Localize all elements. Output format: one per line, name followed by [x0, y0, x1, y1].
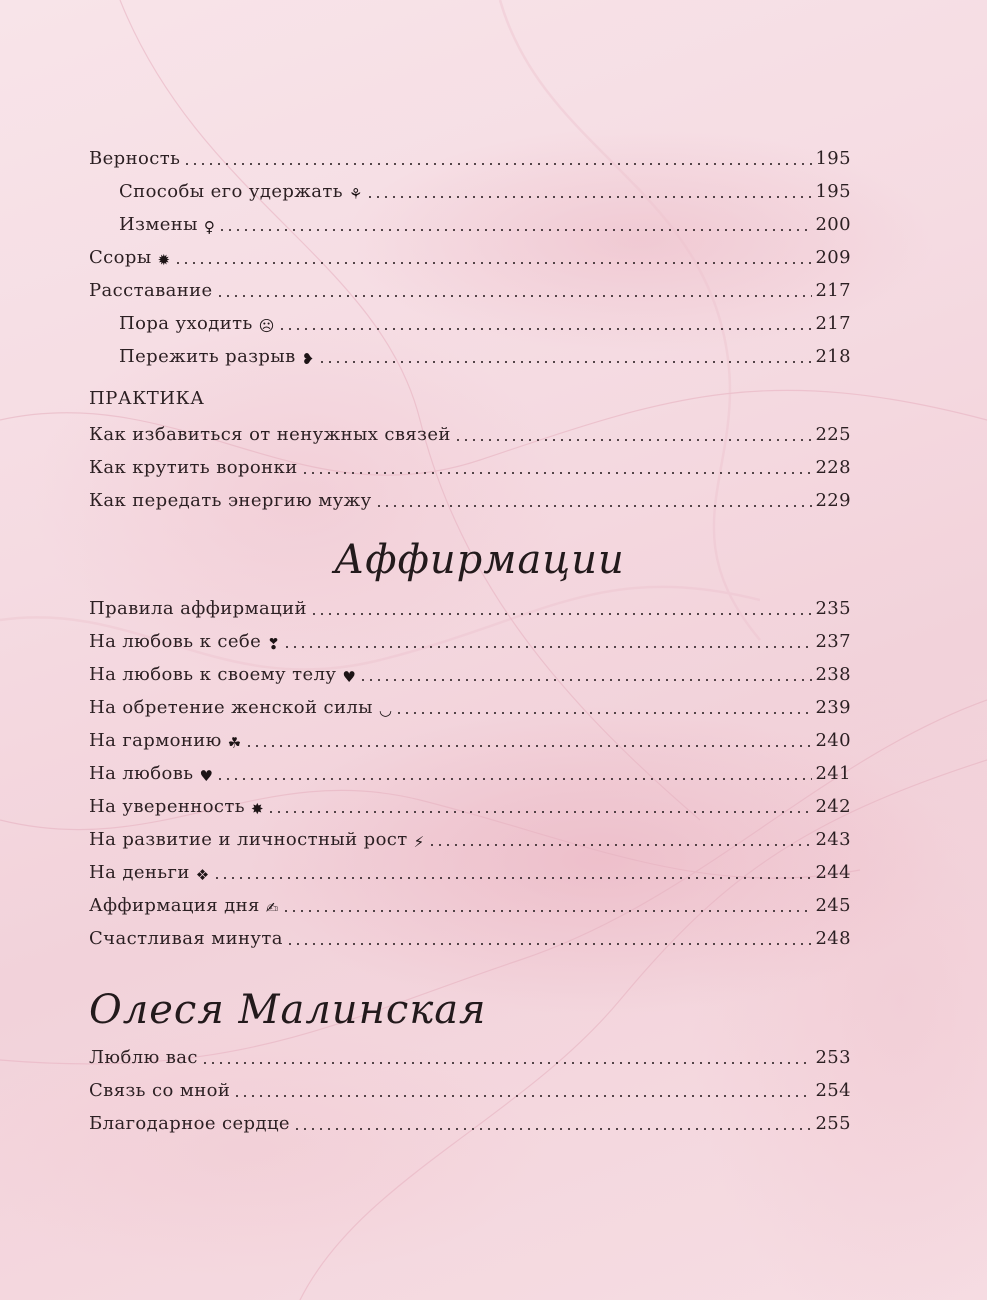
toc-entry-title	[89, 928, 283, 950]
toc-entry-page: 225	[815, 424, 851, 445]
toc-entry-page: 217	[815, 280, 851, 301]
leader-dots	[286, 943, 813, 945]
toc-entry[interactable]	[89, 305, 851, 335]
toc-entry-title	[89, 763, 213, 785]
leader-dots	[310, 613, 813, 615]
toc-entry-title	[89, 490, 372, 512]
toc-entry[interactable]	[89, 854, 851, 884]
writing-hand-icon: ✍	[265, 899, 279, 917]
toc-entry-page: 238	[815, 664, 851, 685]
toc-entry-page: 218	[815, 346, 851, 367]
toc-entry-page: 228	[815, 457, 851, 478]
clover-icon: ☘	[227, 734, 242, 752]
leader-dots	[267, 811, 812, 813]
toc-entry-text: Пора уходить	[119, 313, 253, 334]
toc-entry-page: 237	[815, 631, 851, 652]
toc-entry-title	[89, 457, 298, 479]
toc-entry[interactable]	[89, 887, 851, 917]
heading-author: Олеся Малинская	[89, 987, 487, 1033]
leader-dots	[375, 505, 813, 507]
money-icon: ❖	[195, 866, 210, 884]
toc-entry-title	[89, 1113, 290, 1135]
toc-entry[interactable]	[89, 623, 851, 653]
leader-dots	[174, 262, 813, 264]
toc-entry-title	[89, 598, 307, 620]
leader-dots	[395, 712, 812, 714]
toc-entry-page: 239	[815, 697, 851, 718]
section-label-practice: ПРАКТИКА	[89, 388, 205, 409]
rose-icon: ⚘	[348, 185, 363, 203]
toc-entry[interactable]	[89, 821, 851, 851]
leader-dots	[183, 163, 812, 165]
toc-entry-text: На уверенность	[89, 796, 245, 817]
toc-entry-page: 217	[815, 313, 851, 334]
leader-dots	[359, 679, 812, 681]
toc-entry-page: 253	[815, 1047, 851, 1068]
leader-dots	[216, 295, 813, 297]
burst-icon: ✹	[157, 251, 171, 269]
toc-entry-page: 255	[815, 1113, 851, 1134]
toc-entry-text: Как крутить воронки	[89, 457, 298, 478]
toc-entry[interactable]	[89, 206, 851, 236]
toc-entry-text: Измены	[119, 214, 198, 235]
toc-entry-page: 243	[815, 829, 851, 850]
leader-dots	[245, 745, 813, 747]
star-icon: ✸	[250, 800, 264, 818]
toc-entry-page: 241	[815, 763, 851, 784]
toc-entry-page: 245	[815, 895, 851, 916]
heart-outline-icon: ♥	[342, 668, 357, 686]
toc-entry-text: Верность	[89, 148, 181, 169]
leader-dots	[283, 646, 812, 648]
toc-entry-title	[89, 346, 315, 368]
toc-entry[interactable]	[89, 689, 851, 719]
toc-entry-text: Счастливая минута	[89, 928, 283, 949]
toc-entry-text: На обретение женской силы	[89, 697, 373, 718]
toc-entry[interactable]	[89, 416, 851, 446]
broken-heart-icon: ❥	[301, 350, 315, 368]
toc-entry-text: Связь со мной	[89, 1080, 231, 1101]
leader-dots	[454, 439, 813, 441]
toc-entry-title	[89, 148, 180, 170]
toc-entry-title	[89, 1080, 230, 1102]
female-sign-icon: ♀	[203, 218, 216, 236]
toc-entry[interactable]	[89, 1072, 851, 1102]
toc-entry[interactable]	[89, 449, 851, 479]
toc-entry-text: Как передать энергию мужу	[89, 490, 372, 511]
toc-entry-text: Аффирмация дня	[89, 895, 260, 916]
toc-entry-title	[89, 280, 213, 302]
toc-entry-page: 240	[815, 730, 851, 751]
leader-dots	[201, 1062, 813, 1064]
heart-icon: ♥	[199, 767, 214, 785]
toc-entry-title	[89, 181, 363, 203]
toc-entry-title	[89, 1047, 198, 1069]
toc-entry-text: Способы его удержать	[119, 181, 343, 202]
toc-entry-title	[89, 895, 279, 917]
toc-entry[interactable]	[89, 482, 851, 512]
toc-entry-page: 195	[815, 181, 851, 202]
toc-entry-text: Ссоры	[89, 247, 152, 268]
leader-dots	[278, 328, 813, 330]
toc-entry-page: 200	[815, 214, 851, 235]
toc-entry[interactable]	[89, 722, 851, 752]
toc-entry-text: На любовь к своему телу	[89, 664, 337, 685]
toc-entry[interactable]	[89, 173, 851, 203]
toc-entry[interactable]	[89, 272, 851, 302]
leader-dots	[366, 196, 813, 198]
toc-entry-text: На гармонию	[89, 730, 222, 751]
toc-entry[interactable]	[89, 788, 851, 818]
toc-entry[interactable]	[89, 755, 851, 785]
toc-entry-title	[89, 313, 275, 335]
toc-entry[interactable]	[89, 920, 851, 950]
toc-entry-title	[89, 829, 425, 851]
toc-entry[interactable]	[89, 656, 851, 686]
toc-entry-title	[89, 697, 392, 719]
toc-entry-text: Как избавиться от ненужных связей	[89, 424, 451, 445]
toc-entry-page: 229	[815, 490, 851, 511]
toc-entry-page: 244	[815, 862, 851, 883]
toc-entry-page: 235	[815, 598, 851, 619]
toc-entry-page: 209	[815, 247, 851, 268]
leader-dots	[428, 844, 813, 846]
toc-entry-title	[89, 424, 451, 446]
toc-entry-page: 254	[815, 1080, 851, 1101]
toc-entry-title	[89, 730, 242, 752]
toc-entry-title	[89, 796, 264, 818]
toc-entry[interactable]	[89, 1039, 851, 1069]
leader-dots	[218, 229, 812, 231]
toc-entry-text: Пережить разрыв	[119, 346, 296, 367]
toc-entry-text: Расставание	[89, 280, 213, 301]
toc-entry-page: 195	[815, 148, 851, 169]
toc-entry-text: Благодарное сердце	[89, 1113, 290, 1134]
toc-entry-title	[89, 862, 210, 884]
toc-entry-title	[89, 247, 171, 269]
toc-entry[interactable]	[89, 239, 851, 269]
toc-entry[interactable]	[89, 590, 851, 620]
toc-entry-text: На любовь	[89, 763, 194, 784]
toc-entry[interactable]	[89, 1105, 851, 1135]
toc-entry-text: На любовь к себе	[89, 631, 262, 652]
leader-dots	[216, 778, 812, 780]
heart-sparkle-icon: ❣	[267, 635, 281, 653]
toc-entry-text: Люблю вас	[89, 1047, 198, 1068]
leader-dots	[301, 472, 813, 474]
toc-entry[interactable]	[89, 140, 851, 170]
toc-entry-text: На развитие и личностный рост	[89, 829, 408, 850]
leader-dots	[318, 361, 813, 363]
leader-dots	[233, 1095, 812, 1097]
toc-entry-title	[89, 631, 280, 653]
toc-entry-page: 242	[815, 796, 851, 817]
toc-entry-title	[89, 664, 356, 686]
lips-icon: ◡	[378, 701, 393, 719]
toc-entry-text: На деньги	[89, 862, 190, 883]
lightning-icon: ⚡	[413, 833, 425, 851]
sad-face-icon: ☹	[258, 317, 275, 335]
toc-entry-page: 248	[815, 928, 851, 949]
leader-dots	[282, 910, 813, 912]
toc-entry-text: Правила аффирмаций	[89, 598, 307, 619]
leader-dots	[213, 877, 813, 879]
toc-entry-title	[89, 214, 215, 236]
toc-entry[interactable]	[89, 338, 851, 368]
heading-affirmations: Аффирмации	[334, 537, 625, 583]
leader-dots	[293, 1128, 812, 1130]
